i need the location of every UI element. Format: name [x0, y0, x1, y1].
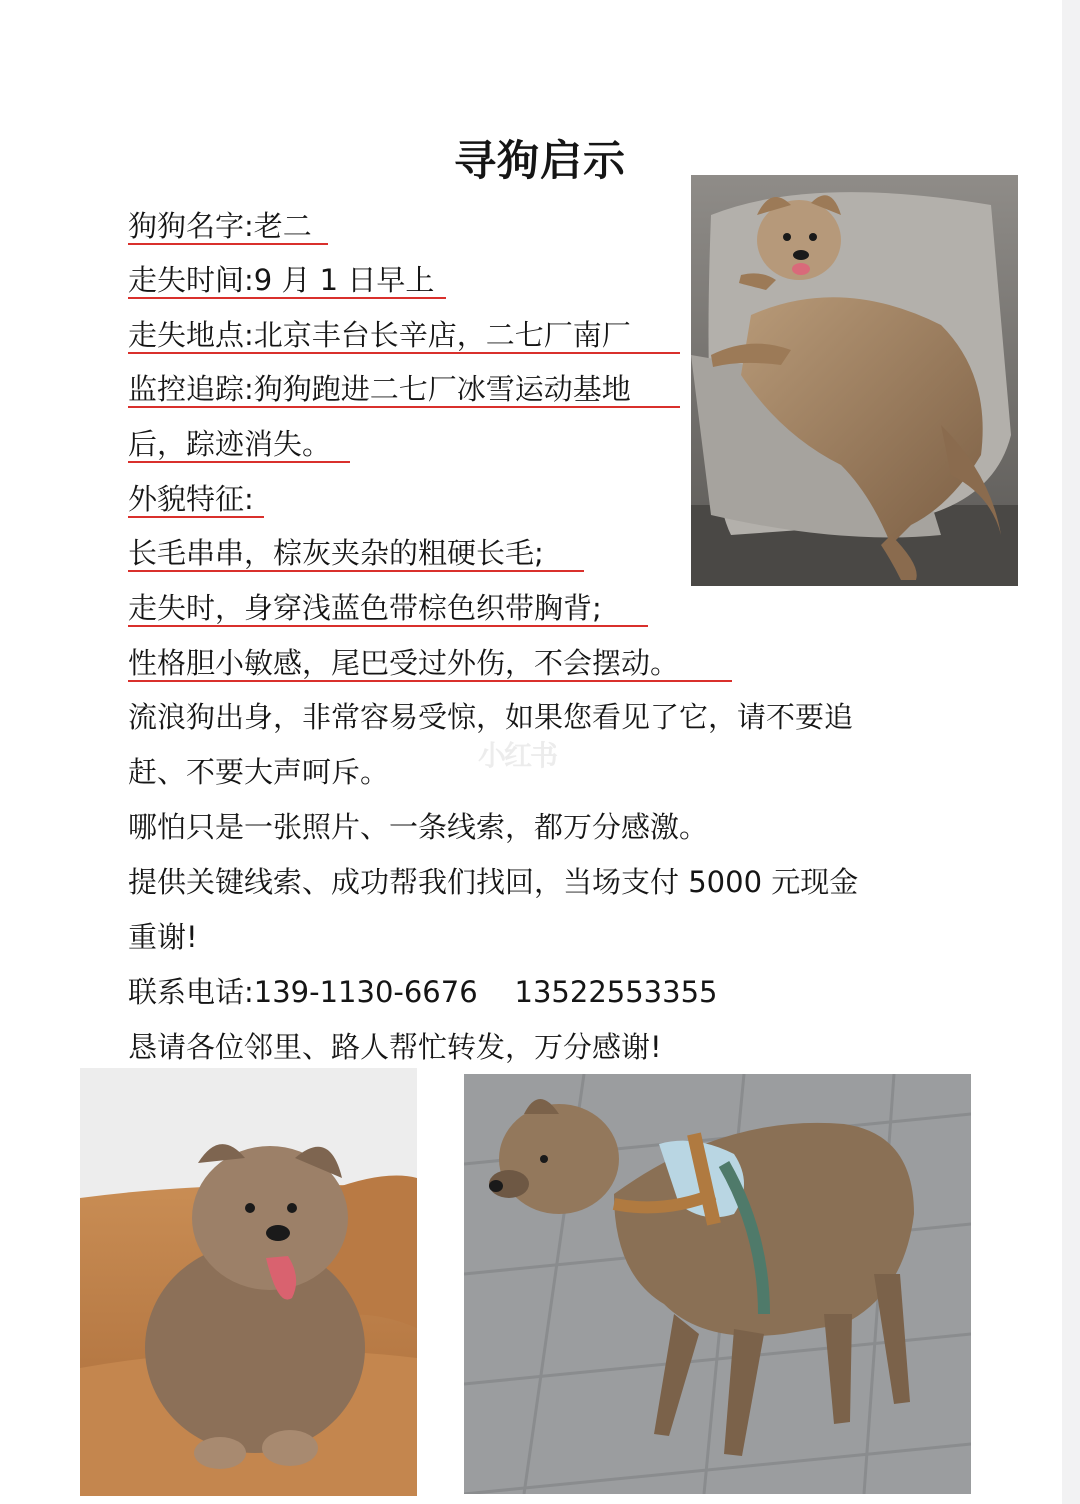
feature-line-3: 性格胆小敏感，尾巴受过外伤，不会摆动。	[128, 646, 680, 680]
dog-photo-walking-with-harness	[464, 1074, 971, 1494]
underline	[128, 352, 680, 354]
underline	[128, 680, 732, 682]
please-share-line: 恳请各位邻里、路人帮忙转发，万分感谢!	[128, 1030, 662, 1064]
feature-line-2: 走失时，身穿浅蓝色带棕色织带胸背;	[128, 591, 602, 625]
features-heading: 外貌特征:	[128, 482, 254, 516]
stray-note-line-2: 赶、不要大声呵斥。	[128, 755, 390, 789]
underline	[128, 625, 648, 627]
underline	[128, 297, 446, 299]
lost-time-line: 走失时间:9 月 1 日早上	[128, 263, 435, 297]
page-edge-strip	[1062, 0, 1080, 1504]
lost-place-line: 走失地点:北京丰台长辛店，二七厂南厂	[128, 318, 631, 352]
dog-photo-on-sofa	[80, 1068, 417, 1496]
poster-title: 寻狗启示	[453, 136, 626, 185]
watermark-logo: 小红书	[478, 739, 557, 772]
underline	[128, 516, 264, 518]
tracking-line-2: 后，踪迹消失。	[128, 427, 332, 461]
any-clue-line: 哪怕只是一张照片、一条线索，都万分感激。	[128, 810, 709, 844]
dog-photo-lying-on-cushion	[691, 175, 1018, 586]
reward-line-1: 提供关键线索、成功帮我们找回，当场支付 5000 元现金	[128, 865, 859, 899]
reward-line-2: 重谢!	[128, 920, 198, 954]
underline	[128, 406, 680, 408]
contact-phone-line: 联系电话:139-1130-6676 13522553355	[128, 975, 718, 1009]
underline	[128, 570, 584, 572]
tracking-line-1: 监控追踪:狗狗跑进二七厂冰雪运动基地	[128, 372, 631, 406]
dog-name-line: 狗狗名字:老二	[128, 209, 312, 243]
underline	[128, 461, 350, 463]
feature-line-1: 长毛串串，棕灰夹杂的粗硬长毛;	[128, 536, 544, 570]
underline	[128, 243, 328, 245]
stray-note-line-1: 流浪狗出身，非常容易受惊，如果您看见了它，请不要追	[128, 700, 854, 734]
